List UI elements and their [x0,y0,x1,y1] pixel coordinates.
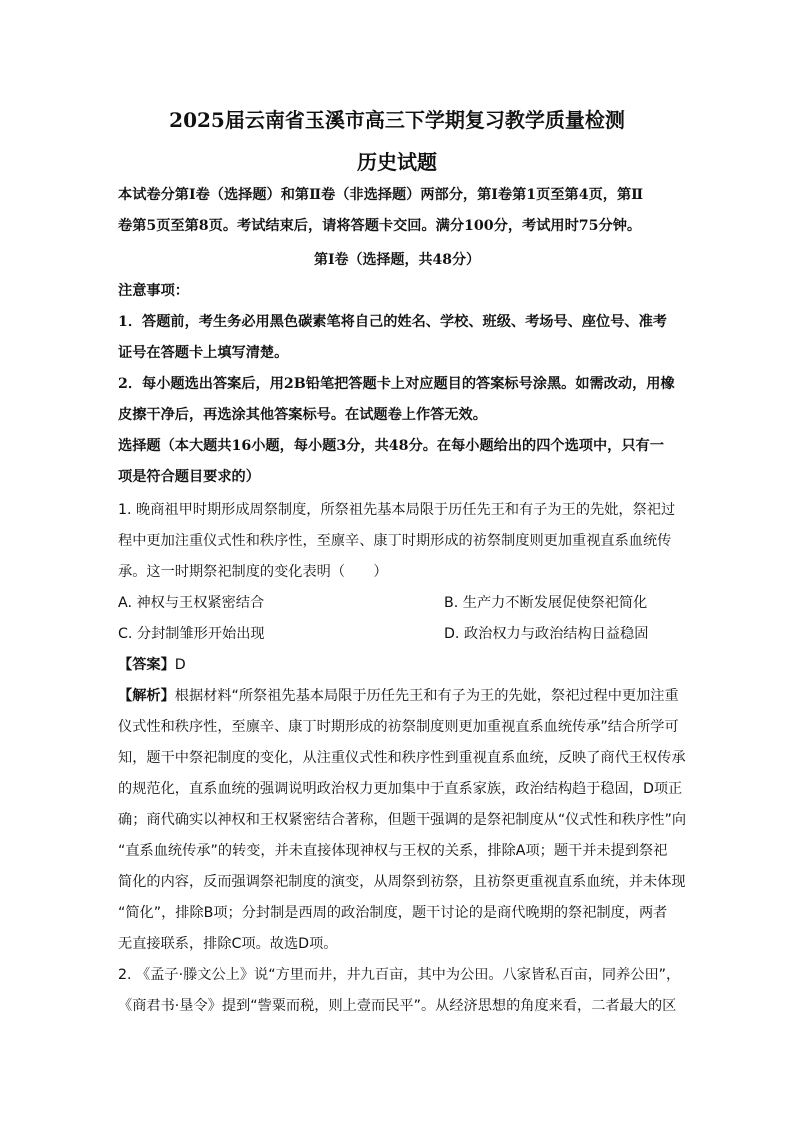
q2-stem-2: 《商君书·垦令》提到“訾粟而税，则上壹而民平”。从经济思想的角度来看，二者最大的区 [118,998,677,1014]
q1-stem-2: 程中更加注重仪式性和秩序性，至廪辛、康丁时期形成的祊祭制度则更加重视直系血统传 [118,533,672,549]
answer-label: 【答案】 [118,657,175,673]
document-title: 2025届云南省玉溪市高三下学期复习教学质量检测 [169,108,625,132]
analysis-text: 根据材料“所祭祖先基本局限于历任先王和有子为王的先妣，祭祀过程中更加注重 [174,688,679,704]
analysis-label: 【解析】 [118,688,175,704]
q1-option-a: A. 神权与王权紧密结合 [118,595,265,611]
q1-stem-1: 1. 晚商祖甲时期形成周祭制度，所祭祖先基本局限于历任先王和有子为王的先妣，祭祀过 [118,502,676,518]
intro-line-1: 本试卷分第Ⅰ卷（选择题）和第Ⅱ卷（非选择题）两部分，第Ⅰ卷第1页至第4页，第Ⅱ [118,187,644,203]
q1-analysis-4: 的规范化，直系血统的强调说明政治权力更加集中于直系家族，政治结构趋于稳固，D项正 [118,781,683,797]
section-heading: 第Ⅰ卷（选择题，共48分） [313,252,481,268]
q1-analysis-2: 仪式性和秩序性，至廪辛、康丁时期形成的祊祭制度则更加重视直系血统传承”结合所学可 [118,719,679,735]
intro-line-2: 卷第5页至第8页。考试结束后，请将答题卡交回。满分100分，考试用时75分钟。 [118,218,642,234]
q1-analysis-9: 无直接联系，排除C项。故选D项。 [118,936,338,952]
q1-analysis-8: “简化”，排除B项；分封制是西周的政治制度，题干讨论的是商代晚期的祭祀制度，两者 [118,905,668,921]
answer-value: D [174,657,186,673]
q1-option-b: B. 生产力不断发展促使祭祀简化 [444,595,648,611]
q1-answer [118,656,678,674]
q1-analysis-1 [118,687,678,705]
q1-analysis-7: 简化的内容，反而强调祭祀制度的演变，从周祭到祊祭，且祊祭更重视直系血统，并未体现 [118,874,686,890]
q1-analysis-6: “直系血统传承”的转变，并未直接体现神权与王权的关系，排除A项；题干并未提到祭祀 [118,843,668,859]
choice-intro-1: 选择题（本大题共16小题，每小题3分，共48分。在每小题给出的四个选项中，只有一 [118,438,664,454]
notice-item-1b: 证号在答题卡上填写清楚。 [118,345,289,361]
q1-analysis-5: 确；商代确实以神权和王权紧密结合著称，但题干强调的是祭祀制度从“仪式性和秩序性”向 [118,812,687,828]
notice-item-2a: 2．每小题选出答案后，用2B铅笔把答题卡上对应题目的答案标号涂黑。如需改动，用橡 [118,376,675,392]
q1-option-d: D. 政治权力与政治结构日益稳固 [444,626,649,642]
choice-intro-2: 项是符合题目要求的） [118,469,260,485]
q1-option-c: C. 分封制雏形开始出现 [118,626,265,642]
document-subtitle: 历史试题 [357,150,437,174]
q2-stem-1: 2. 《孟子·滕文公上》说“方里而井，井九百亩，其中为公田。八家皆私百亩，同养公田”， [118,967,681,983]
notice-item-2b: 皮擦干净后，再选涂其他答案标号。在试题卷上作答无效。 [118,407,487,423]
q1-stem-3: 承。这一时期祭祀制度的变化表明（ ） [118,564,388,580]
notice-label: 注意事项： [118,283,189,299]
notice-item-1a: 1．答题前，考生务必用黑色碳素笔将自己的姓名、学校、班级、考场号、座位号、准考 [118,314,667,330]
q1-analysis-3: 知，题干中祭祀制度的变化，从注重仪式性和秩序性到重视直系血统，反映了商代王权传承 [118,750,686,766]
